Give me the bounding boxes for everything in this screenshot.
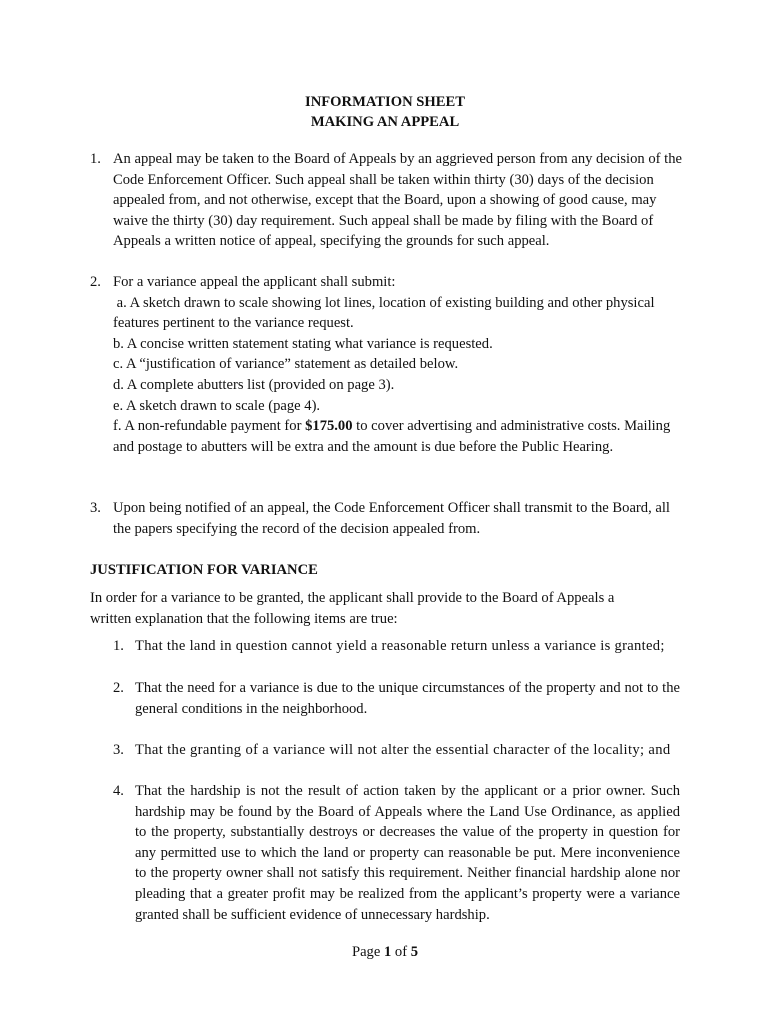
item-body	[113, 272, 690, 457]
item-number: 2.	[113, 680, 124, 696]
sub-item-a: a. A sketch drawn to scale showing lot lines, location of existing building and other physical features pertinent to the variance request.	[113, 294, 659, 332]
appeal-item-1	[90, 149, 690, 252]
justification-item-3	[113, 740, 680, 761]
item-text: An appeal may be taken to the Board of Appeals by an aggrieved person from any decision of the Code Enforcement Officer. Such appeal shall be taken within thirty (30) days of the decision appealed from, and not otherwise, except that the Board, upon a showing of good cause, may waive the thirty (30) day requirement. Such appeal shall be made by filing with the Board of Appeals a written notice of appeal, specifying the grounds for such appeal.	[113, 151, 682, 250]
of-word: of	[391, 944, 411, 960]
item-number: 3.	[113, 742, 124, 758]
page-word: Page	[351, 944, 384, 960]
page-current: 1	[383, 944, 392, 960]
item-text: Upon being notified of an appeal, the Code Enforcement Officer shall transmit to the Board, all the papers specifying the record of the decision appealed from.	[113, 500, 670, 537]
sub-item-d: d. A complete abutters list (provided on page 3).	[113, 376, 395, 393]
justification-item-4	[113, 781, 680, 925]
justification-item-2	[113, 678, 680, 719]
sub-item-b: b. A concise written statement stating what variance is requested.	[113, 335, 493, 352]
item-number: 1.	[113, 638, 124, 654]
item-number: 2.	[90, 274, 101, 290]
fee-text-pre: f. A non-refundable payment for	[113, 418, 306, 435]
page-number	[0, 942, 770, 963]
item-number: 4.	[113, 783, 124, 799]
appeal-item-3	[90, 498, 690, 539]
item-text: That the hardship is not the result of action taken by the applicant or a prior owner. Such hardship may be found by the Board of Appeals where the Land Use Ordinance, as applied to the property, substantially destroys or decreases the value of the property in question for any permitted use to which the land or property can reasonable be put. Mere inconvenience to the property owner shall not satisfy this requirement. Neither financial hardship alone nor pleading that a greater profit may be realized from the applicant’s property were a variance granted shall be sufficient evidence of unnecessary hardship.	[135, 783, 680, 923]
item-number: 3.	[90, 500, 101, 516]
page-total: 5	[410, 944, 419, 960]
title-line-2: MAKING AN APPEAL	[310, 114, 460, 130]
item-text: That the need for a variance is due to the unique circumstances of the property and not to the general conditions in the neighborhood.	[135, 680, 680, 717]
fee-text-post: to cover advertising and administrative costs. Mailing and postage to abutters will be extra and the amount is due before the Public Hearing.	[113, 418, 671, 455]
sub-item-f	[113, 416, 690, 457]
sub-item-c: c. A “justification of variance” statement as detailed below.	[113, 356, 459, 373]
fee-amount: $175.00	[305, 418, 353, 435]
sub-item-e: e. A sketch drawn to scale (page 4).	[113, 397, 321, 414]
item-number: 1.	[90, 151, 101, 167]
justification-item-1	[113, 636, 680, 657]
justification-heading: JUSTIFICATION FOR VARIANCE	[90, 562, 318, 578]
item-text: That the granting of a variance will not alter the essential character of the locality; and	[135, 742, 671, 758]
item-text: That the land in question cannot yield a reasonable return unless a variance is granted;	[135, 638, 665, 654]
title-line-1: INFORMATION SHEET	[305, 94, 465, 110]
justification-intro: In order for a variance to be granted, the applicant shall provide to the Board of Appeals a written explanation that the following items are true:	[90, 590, 615, 627]
page-title	[0, 92, 770, 132]
item-intro: For a variance appeal the applicant shall submit:	[113, 274, 396, 290]
appeal-item-2	[90, 272, 690, 457]
